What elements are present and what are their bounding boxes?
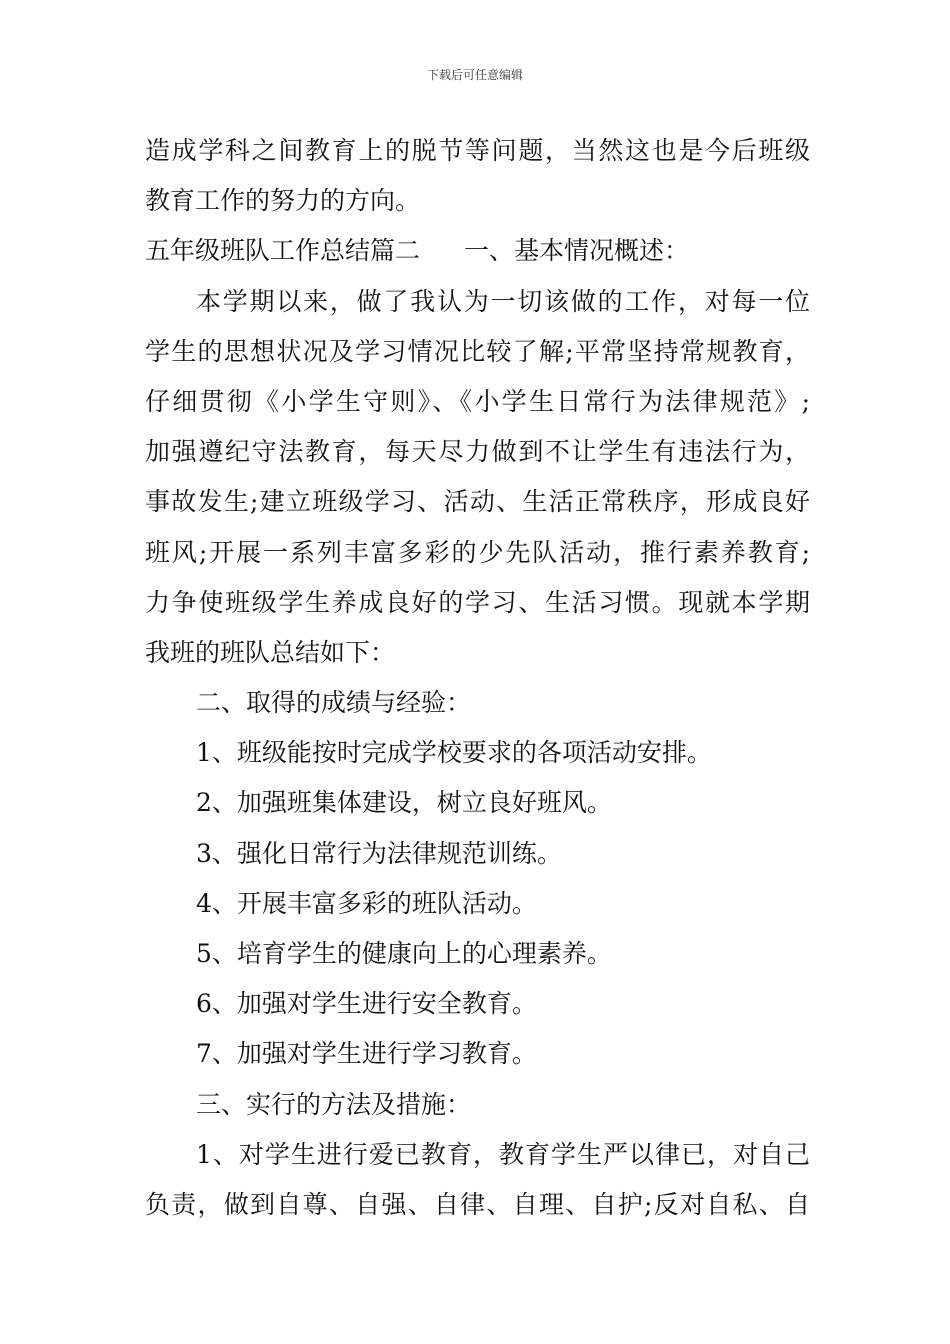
section-title-line	[145, 226, 810, 276]
list-item: 7、加强对学生进行学习教育。	[196, 1039, 537, 1069]
document-body	[145, 126, 810, 1230]
list-item: 5、培育学生的健康向上的心理素养。	[196, 939, 612, 968]
page-header: 下载后可任意编辑	[426, 68, 523, 82]
paragraph-line: 1、对学生进行爱已教育，教育学生严以律已，对自己	[196, 1139, 810, 1169]
paragraph-line: 学生的思想状况及学习情况比较了解;平常坚持常规教育，	[145, 336, 810, 366]
paragraph-line: 班风;开展一系列丰富多彩的少先队活动，推行素养教育;	[145, 537, 810, 567]
paragraph-line: 仔细贯彻《小学生守则》、《小学生日常行为法律规范》;	[145, 386, 810, 416]
list-item: 1、班级能按时完成学校要求的各项活动安排。	[196, 738, 712, 768]
paragraph-line: 造成学科之间教育上的脱节等问题，当然这也是今后班级	[145, 136, 810, 165]
paragraph-line: 教育工作的努力的方向。	[145, 186, 421, 216]
list-item: 2、加强班集体建设，树立良好班风。	[196, 788, 612, 818]
list-item: 6、加强对学生进行安全教育。	[196, 989, 537, 1019]
list-item: 4、开展丰富多彩的班队活动。	[196, 888, 537, 918]
section-heading: 二、取得的成绩与经验：	[196, 688, 472, 718]
paragraph-line: 负责，做到自尊、自强、自律、自理、自护;反对自私、自	[145, 1189, 810, 1219]
paragraph-line: 我班的班队总结如下：	[145, 637, 396, 667]
paragraph-line: 本学期以来，做了我认为一切该做的工作，对每一位	[196, 286, 810, 316]
paragraph-line: 事故发生;建立班级学习、活动、生活正常秩序，形成良好	[145, 487, 810, 517]
paragraph-line: 力争使班级学生养成良好的学习、生活习惯。现就本学期	[145, 587, 810, 617]
list-item: 3、强化日常行为法律规范训练。	[196, 838, 562, 868]
paragraph-line: 加强遵纪守法教育，每天尽力做到不让学生有违法行为，	[145, 437, 810, 467]
section-heading: 三、实行的方法及措施：	[196, 1089, 472, 1119]
section-heading: 一、基本情况概述：	[464, 236, 690, 266]
article-title: 五年级班队工作总结篇二	[145, 236, 421, 266]
